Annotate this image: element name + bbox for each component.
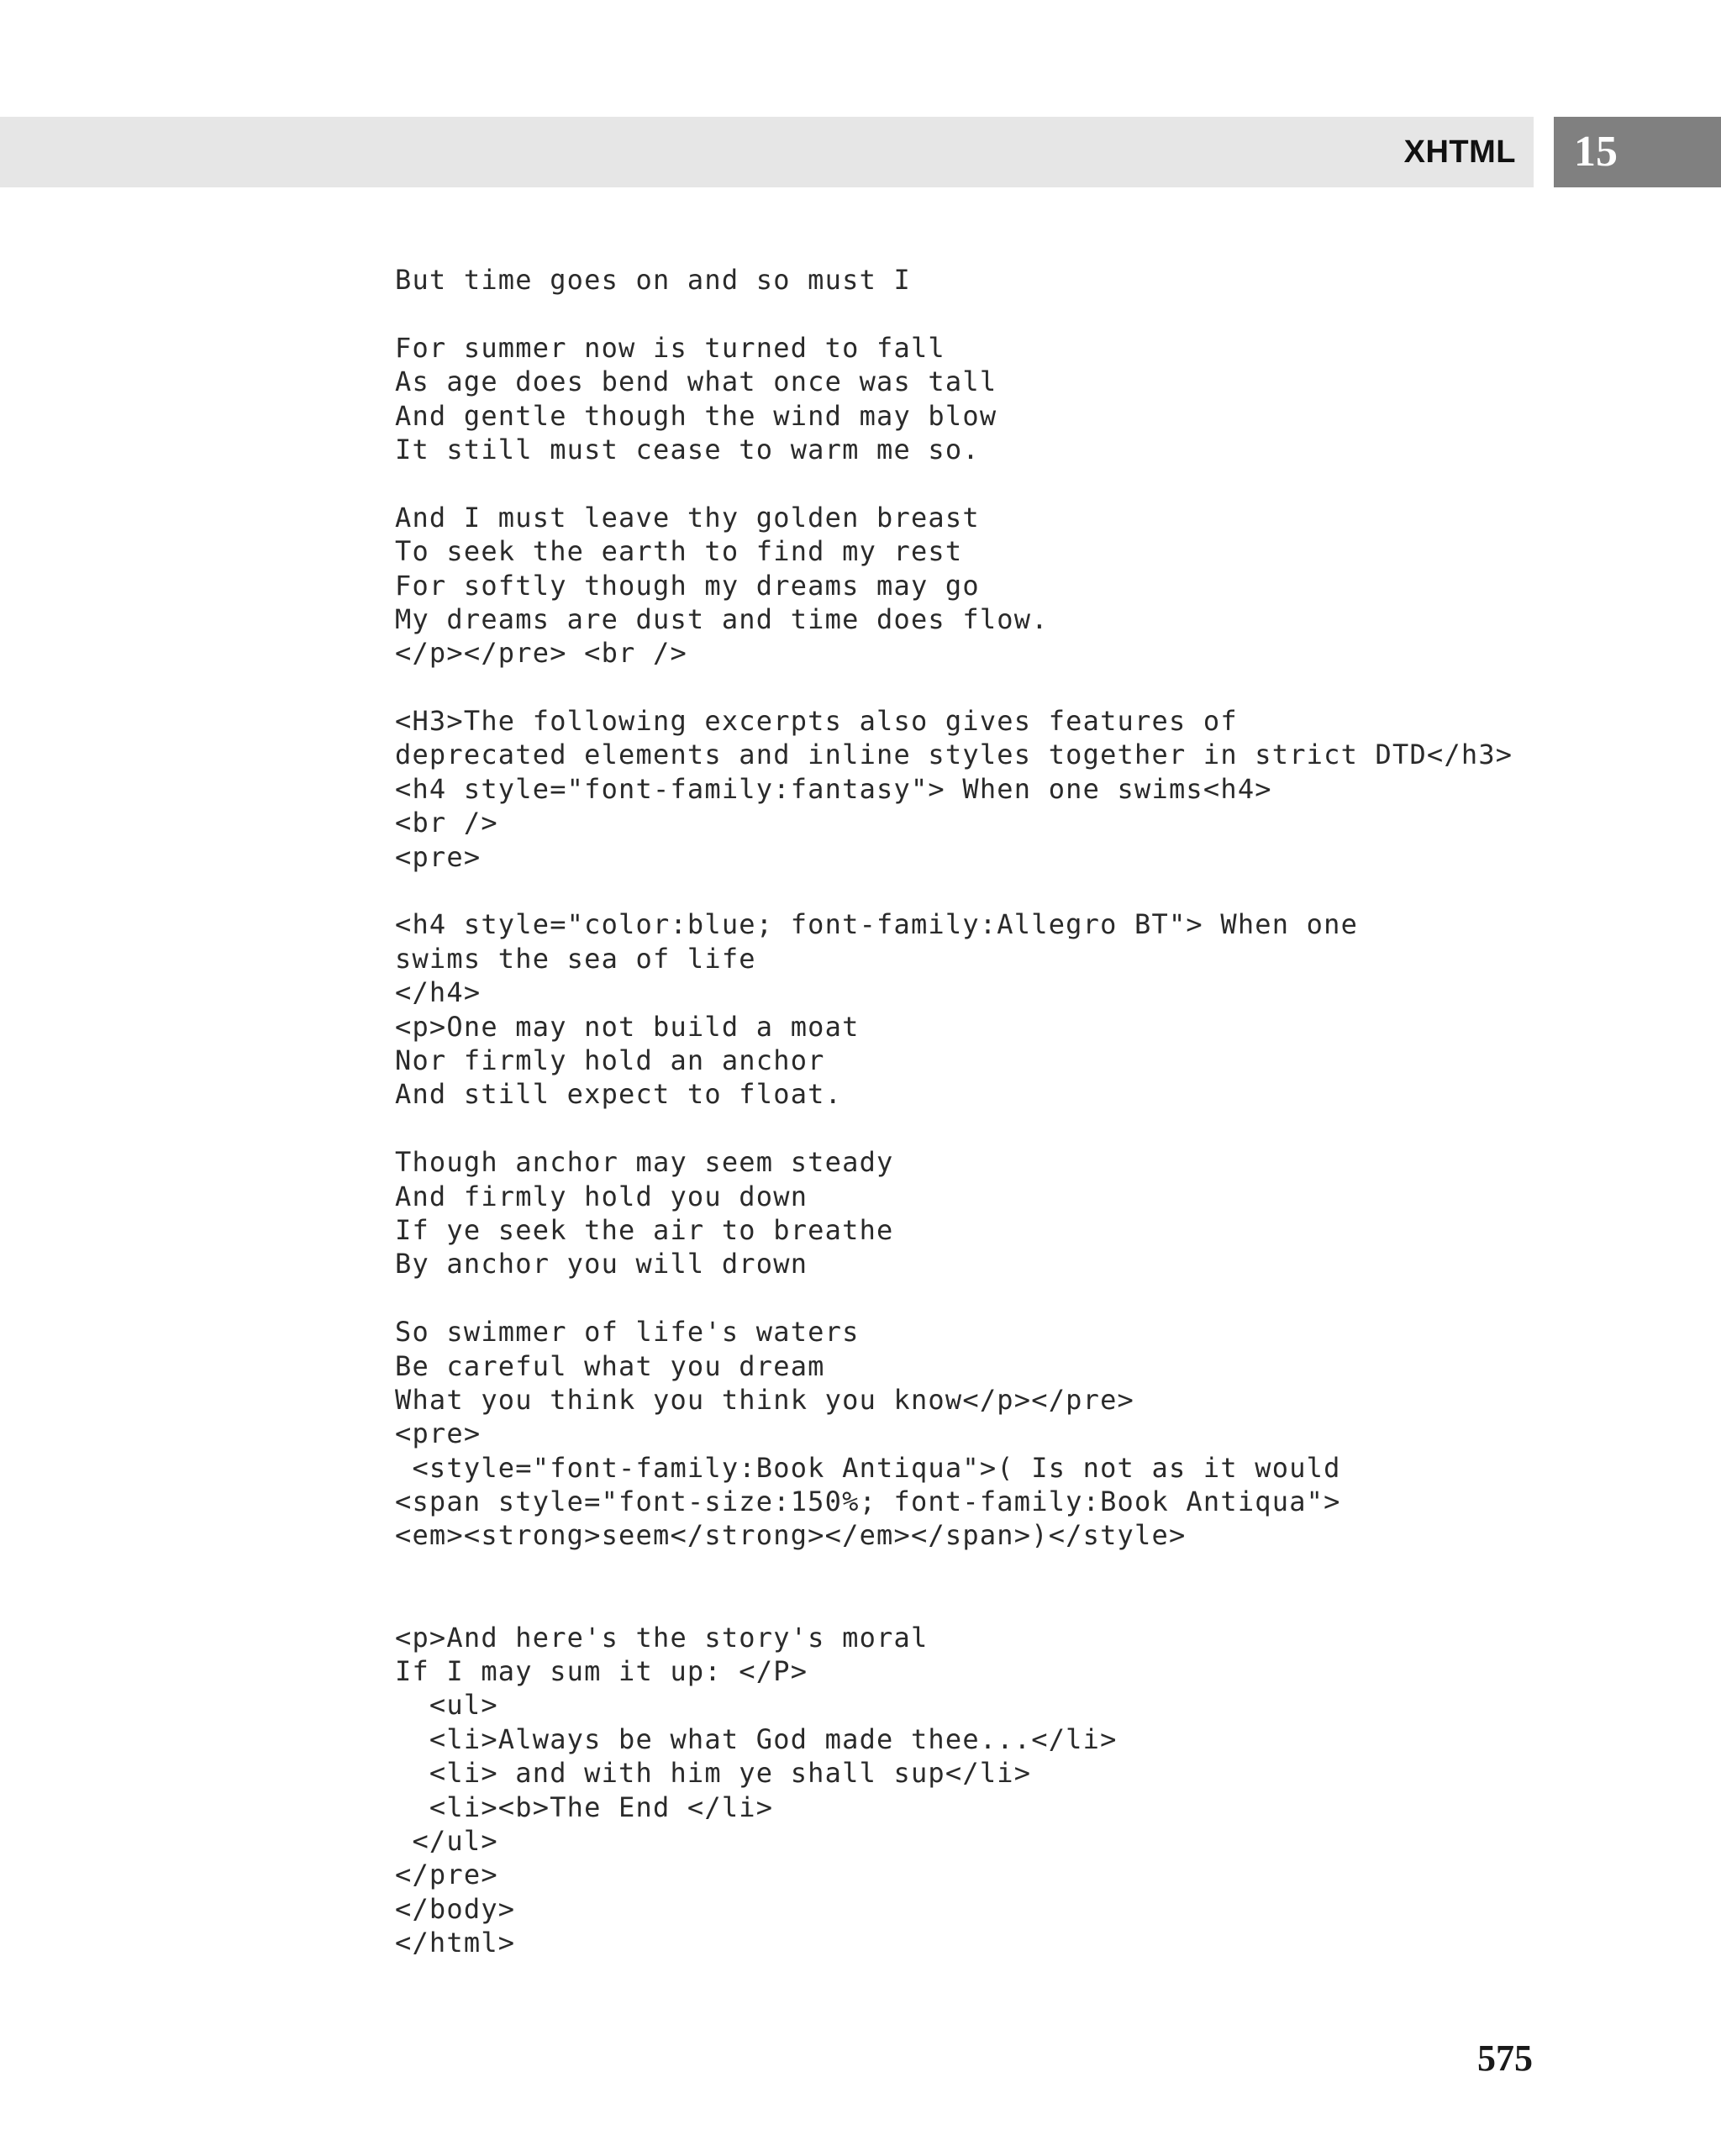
code-line: <em><strong>seem</strong></em></span>)</style> <box>395 1519 1187 1552</box>
code-line: If ye seek the air to breathe <box>395 1213 894 1246</box>
code-line: </ul> <box>395 1824 498 1857</box>
code-line <box>395 466 1571 500</box>
code-line: </h4> <box>395 976 482 1009</box>
code-line: <h4 style="font-family:fantasy"> When one swims<h4> <box>395 772 1272 805</box>
code-line: It still must cease to warm me so. <box>395 433 980 465</box>
code-line <box>395 297 1571 330</box>
chapter-title: XHTML <box>1403 134 1516 170</box>
code-line: </pre> <box>395 1859 498 1891</box>
code-line <box>395 1553 1571 1586</box>
code-line: What you think you think you know</p></pre> <box>395 1383 1135 1416</box>
code-line: As age does bend what once was tall <box>395 365 997 398</box>
code-line: By anchor you will drown <box>395 1248 808 1280</box>
code-line: </html> <box>395 1927 516 1959</box>
chapter-number: 15 <box>1574 128 1618 176</box>
chapter-number-tab <box>1554 117 1721 187</box>
code-line: And I must leave thy golden breast <box>395 501 980 534</box>
code-line: </body> <box>395 1892 516 1925</box>
code-line: </p></pre> <br /> <box>395 637 687 670</box>
code-line: Though anchor may seem steady <box>395 1146 894 1179</box>
code-line <box>395 874 1571 907</box>
running-header-bar <box>0 117 1534 187</box>
code-line: <style="font-family:Book Antiqua">( Is not as it would <box>395 1451 1341 1484</box>
code-line: <span style="font-size:150%; font-family:Book Antiqua"> <box>395 1486 1341 1518</box>
code-line: To seek the earth to find my rest <box>395 535 963 568</box>
code-line: My dreams are dust and time does flow. <box>395 602 1049 635</box>
code-line <box>395 1112 1571 1145</box>
code-line: <li><b>The End </li> <box>395 1791 774 1823</box>
code-line: And gentle though the wind may blow <box>395 399 997 432</box>
code-line: <p>One may not build a moat <box>395 1010 860 1043</box>
code-line: <ul> <box>395 1689 498 1722</box>
code-line: swims the sea of life <box>395 942 756 975</box>
code-line: For softly though my dreams may go <box>395 569 980 602</box>
code-line <box>395 1281 1571 1315</box>
code-line: <li>Always be what God made thee...</li> <box>395 1722 1118 1755</box>
code-line: So swimmer of life's waters <box>395 1316 860 1349</box>
code-line: And firmly hold you down <box>395 1180 808 1212</box>
code-line <box>395 1586 1571 1620</box>
code-line: <pre> <box>395 1417 482 1450</box>
code-line: For summer now is turned to fall <box>395 331 945 364</box>
code-line: Be careful what you dream <box>395 1349 825 1382</box>
code-line: <p>And here's the story's moral <box>395 1621 929 1654</box>
code-line: And still expect to float. <box>395 1078 843 1111</box>
code-line: Nor firmly hold an anchor <box>395 1044 825 1076</box>
code-line: <pre> <box>395 840 482 873</box>
code-line: If I may sum it up: </P> <box>395 1655 808 1688</box>
code-line: <h4 style="color:blue; font-family:Allegro BT"> When one <box>395 908 1359 941</box>
code-line: But time goes on and so must I <box>395 264 911 296</box>
code-line: <br /> <box>395 807 498 839</box>
code-line: deprecated elements and inline styles together in strict DTD</h3> <box>395 739 1513 771</box>
page-number: 575 <box>1477 2038 1533 2079</box>
code-listing <box>395 263 1571 1960</box>
code-line: <li> and with him ye shall sup</li> <box>395 1757 1032 1790</box>
code-line <box>395 670 1571 704</box>
code-line: <H3>The following excerpts also gives features of <box>395 705 1238 738</box>
